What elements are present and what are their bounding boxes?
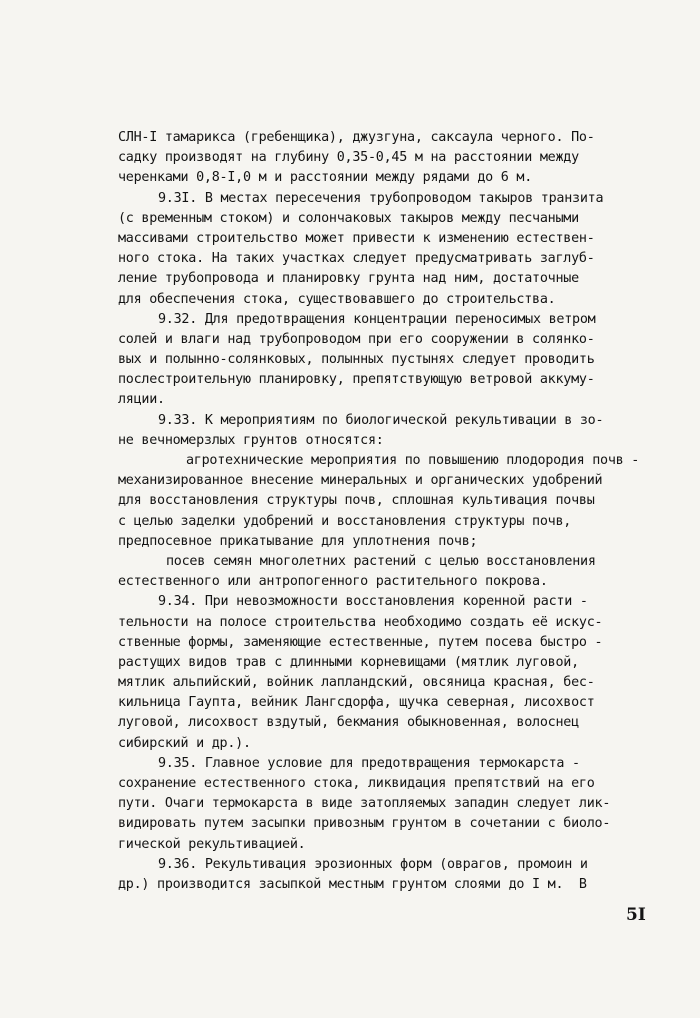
body-text [118,128,663,895]
text-line: тельности на полосе строительства необходимо создать её искус- [118,614,603,630]
text-line: для обеспечения стока, существовавшего до строительства. [118,291,556,307]
text-line: ляции. [118,392,165,408]
text-line: черенками 0,8-I,0 м и расстоянии между рядами до 6 м. [118,170,533,186]
text-line: для восстановления структуры почв, сплошная культивация почвы [118,493,595,509]
paragraph-start-9-36: 9.36. Рекультивация эрозионных форм (оврагов, промоин и [158,856,588,872]
text-line: мятлик альпийский, войник лапландский, овсяница красная, бес- [118,675,595,691]
paragraph-start-9-35: 9.35. Главное условие для предотвращения термокарста - [158,755,580,771]
text-line: не вечномерзлых грунтов относятся: [118,432,384,448]
text-line: послестроительную планировку, препятствующую ветровой аккуму- [118,372,595,388]
text-line: др.) производится засыпкой местным грунтом слоями до I м. В [118,876,587,892]
text-line: ление трубопровода и планировку грунта над ним, достаточные [118,271,579,287]
paragraph-start-9-34: 9.34. При невозможности восстановления коренной расти - [158,594,588,610]
text-line: СЛН-I тамарикса (гребенщика), джузгуна, саксаула черного. По- [118,130,595,145]
text-line: видировать путем засыпки привозным грунтом в сочетании с биоло- [118,816,611,832]
text-line: предпосевное прикатывание для уплотнения почв; [118,533,478,549]
text-line: сибирский и др.). [118,735,251,751]
paragraph-start-9-33: 9.33. К мероприятиям по биологической рекультивации в зо- [158,412,604,428]
text-line: ного стока. На таких участках следует предусматривать заглуб- [118,251,595,267]
text-line: массивами строительство может привести к изменению естествен- [118,230,595,246]
paragraph-start-9-31: 9.3I. В местах пересечения трубопроводом такыров транзита [158,190,604,206]
list-item-start: агротехнические мероприятия по повышению плодородия почв - [186,453,640,468]
text-line: ственные формы, заменяющие естественные, путем посева быстро - [118,634,603,650]
text-line: естественного или антропогенного растительного покрова. [118,574,548,590]
text-line: пути. Очаги термокарста в виде затопляемых западин следует лик- [118,796,611,812]
paragraph-start-9-32: 9.32. Для предотвращения концентрации переносимых ветром [158,311,596,327]
text-line: механизированное внесение минеральных и органических удобрений [118,473,603,489]
text-line: кильница Гаупта, вейник Лангсдорфа, щучка северная, лисохвост [118,695,595,711]
text-line: с целью заделки удобрений и восстановления структуры почв, [118,513,572,529]
text-line: солей и влаги над трубопроводом при его сооружении в солянко- [118,331,595,347]
text-line: растущих видов трав с длинными корневищами (мятлик луговой, [118,654,579,670]
text-line: садку производят на глубину 0,35-0,45 м на расстоянии между [118,150,579,166]
text-line: луговой, лисохвост вздутый, бекмания обыкновенная, волоснец [118,715,579,731]
text-line: (с временным стоком) и солончаковых такыров между песчаными [118,210,579,226]
text-line: вых и полынно-солянковых, полынных пустынях следует проводить [118,352,595,368]
page-number: 5I [626,905,646,925]
text-line: гической рекультивацией. [118,836,306,852]
text-line: сохранение естественного стока, ликвидация препятствий на его [118,776,595,791]
list-item-start: посев семян многолетних растений с целью восстановления [166,553,596,569]
